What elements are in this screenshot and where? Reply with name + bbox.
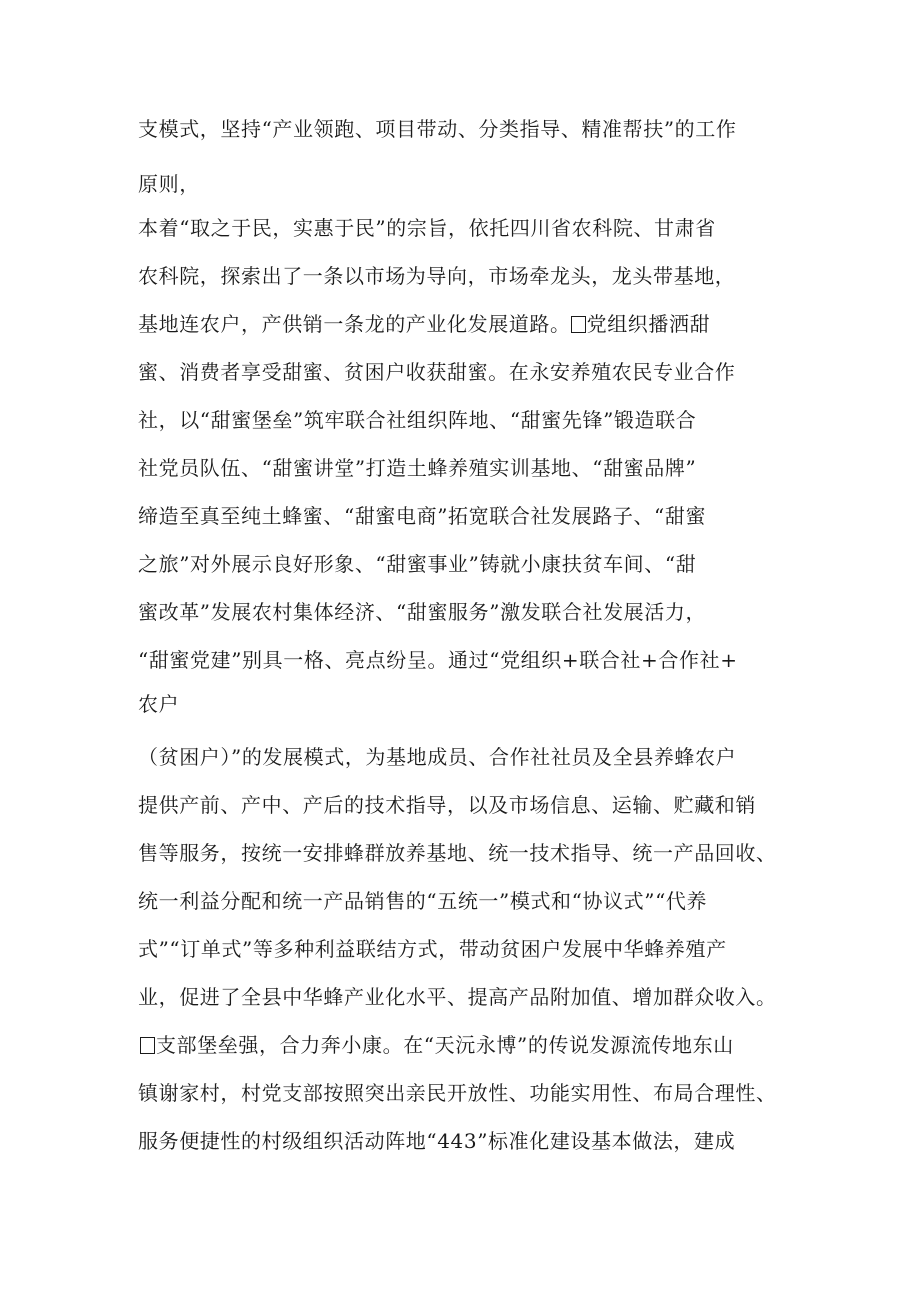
text-line xyxy=(138,1031,734,1059)
text-line: 农科院，探索出了一条以市场为导向，市场牵龙头，龙头带基地， xyxy=(138,264,736,288)
text-line: 本着“取之于民，实惠于民”的宗旨，依托四川省农科院、甘肃省 xyxy=(138,216,716,240)
text-line: 提供产前、产中、产后的技术指导，以及市场信息、运输、贮藏和销 xyxy=(138,793,756,817)
text-line xyxy=(138,310,710,338)
text-line: 蜜、消费者享受甜蜜、贫困户收获甜蜜。在永安养殖农民专业合作 xyxy=(138,360,736,384)
text-segment: 基地连农户，产供销一条龙的产业化发展道路。 xyxy=(138,312,571,336)
text-line: 业，促进了全县中华蜂产业化水平、提高产品附加值、增加群众收入。 xyxy=(138,985,777,1009)
empty-square-icon xyxy=(571,316,586,333)
text-line: （贫困户）”的发展模式，为基地成员、合作社社员及全县养蜂农户 xyxy=(138,745,737,769)
text-line: 原则， xyxy=(138,172,200,196)
text-line: 服务便捷性的村级组织活动阵地“443”标准化建设基本做法，建成 xyxy=(138,1129,736,1153)
text-line: 售等服务，按统一安排蜂群放养基地、统一技术指导、统一产品回收、 xyxy=(138,841,777,865)
text-line: “甜蜜党建”别具一格、亮点纷呈。通过“党组织+联合社+合作社+ xyxy=(138,648,738,672)
text-line: 蜜改革”发展农村集体经济、“甜蜜服务”激发联合社发展活力， xyxy=(138,600,707,624)
text-line: 农户 xyxy=(138,692,180,716)
text-line: 之旅”对外展示良好形象、“甜蜜事业”铸就小康扶贫车间、“甜 xyxy=(138,552,697,576)
text-line: 镇谢家村，村党支部按照突出亲民开放性、功能实用性、布局合理性、 xyxy=(138,1081,777,1105)
text-line: 缔造至真至纯土蜂蜜、“甜蜜电商”拓宽联合社发展路子、“甜蜜 xyxy=(138,504,707,528)
text-line: 社党员队伍、“甜蜜讲堂”打造土蜂养殖实训基地、“甜蜜品牌” xyxy=(138,456,697,480)
text-segment: 支部堡垒强，合力奔小康。在“天沅永博”的传说发源流传地东山 xyxy=(156,1033,734,1057)
text-line: 式”“订单式”等多种利益联结方式，带动贫困户发展中华蜂养殖产 xyxy=(138,937,727,961)
text-line: 支模式，坚持“产业领跑、项目带动、分类指导、精准帮扶”的工作 xyxy=(138,117,737,141)
text-line: 社，以“甜蜜堡垒”筑牢联合社组织阵地、“甜蜜先锋”锻造联合 xyxy=(138,408,697,432)
text-segment: 党组织播洒甜 xyxy=(586,312,711,336)
text-line: 统一利益分配和统一产品销售的“五统一”模式和“协议式”“代养 xyxy=(138,889,708,913)
empty-square-icon xyxy=(140,1037,155,1054)
